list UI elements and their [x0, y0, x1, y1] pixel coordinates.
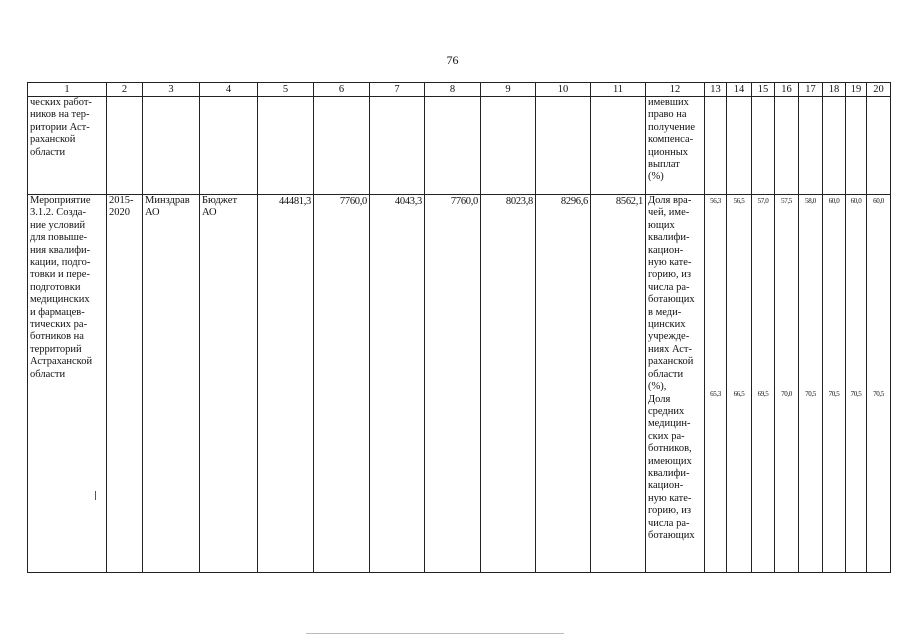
page-number: 76 — [446, 53, 459, 67]
target-value: 69,5 — [757, 390, 769, 399]
target-value-cell — [775, 195, 799, 573]
header-cell: 14 — [727, 83, 752, 97]
amount-2015-cell: 7760,0 — [314, 195, 370, 573]
target-value: 70,0 — [781, 390, 792, 399]
header-cell: 11 — [591, 83, 646, 97]
header-cell: 5 — [258, 83, 314, 97]
footer-rule — [306, 633, 564, 634]
column-number-header-row — [28, 83, 891, 97]
header-cell: 7 — [370, 83, 425, 97]
header-cell: 16 — [775, 83, 799, 97]
amount-2017-cell: 7760,0 — [425, 195, 481, 573]
header-cell: 12 — [646, 83, 705, 97]
header-cell: 3 — [143, 83, 200, 97]
target-value: 70,5 — [828, 390, 840, 399]
target-value: 57,0 — [757, 197, 769, 205]
header-cell: 2 — [107, 83, 143, 97]
header-cell: 20 — [867, 83, 891, 97]
target-value: 70,5 — [805, 390, 816, 399]
header-cell: 1 — [28, 83, 107, 97]
target-value: 57,5 — [781, 197, 792, 205]
target-value-cell — [867, 195, 891, 573]
target-value: 60,0 — [873, 197, 884, 205]
target-value-cell — [846, 195, 867, 573]
activity-name-cell: ческих работ- ников на тер- ритории Аст- раханской области — [28, 97, 107, 195]
target-value: 70,5 — [850, 390, 862, 399]
amount-2019-cell: 8296,6 — [536, 195, 591, 573]
amount-2020-cell: 8562,1 — [591, 195, 646, 573]
target-value: 66,5 — [733, 390, 745, 399]
target-value: 60,0 — [828, 197, 840, 205]
header-cell: 6 — [314, 83, 370, 97]
header-cell: 8 — [425, 83, 481, 97]
amount-2016-cell: 4043,3 — [370, 195, 425, 573]
activity-name-cell: Мероприятие 3.1.2. Созда- ние условий для повыше- ния квалифи- кации, подго- товки и пере- подготовки медицинских и фармацев- тических ра- ботников на территорий Астраханской области — [28, 195, 107, 573]
program-table — [27, 82, 891, 573]
amount-2018-cell: 8023,8 — [481, 195, 536, 573]
scan-mark — [95, 491, 96, 500]
total-amount-cell: 44481,3 — [258, 195, 314, 573]
header-cell: 15 — [752, 83, 775, 97]
indicator-cell: имевших право на получение компенса- ционных выплат (%) — [646, 97, 705, 195]
target-value-cell — [727, 195, 752, 573]
target-value-cell — [799, 195, 823, 573]
target-value-cell — [823, 195, 846, 573]
target-value: 60,0 — [850, 197, 862, 205]
table-row — [28, 97, 891, 195]
executor-cell: Минздрав АО — [143, 195, 200, 573]
target-value: 58,0 — [805, 197, 816, 205]
header-cell: 9 — [481, 83, 536, 97]
header-cell: 4 — [200, 83, 258, 97]
header-cell: 18 — [823, 83, 846, 97]
header-cell: 10 — [536, 83, 591, 97]
period-cell: 2015- 2020 — [107, 195, 143, 573]
table-row — [28, 195, 891, 573]
target-value-cell — [752, 195, 775, 573]
target-value: 65,3 — [710, 390, 721, 399]
target-value: 56,3 — [710, 197, 721, 205]
target-value: 70,5 — [873, 390, 884, 399]
indicator-cell: Доля вра- чей, име- ющих квалифи- кацион- ную кате- горию, из числа ра- ботающих в меди- цинских учрежде- ниях Аст- раханской области (%), Доля средних медицин- ских ра- ботников, имеющих квалифи- кацион- ную кате- горию, из числа ра- ботающих — [646, 195, 705, 573]
header-cell: 19 — [846, 83, 867, 97]
target-value-cell — [705, 195, 727, 573]
funding-source-cell: Бюджет АО — [200, 195, 258, 573]
header-cell: 13 — [705, 83, 727, 97]
target-value: 56,5 — [733, 197, 745, 205]
header-cell: 17 — [799, 83, 823, 97]
